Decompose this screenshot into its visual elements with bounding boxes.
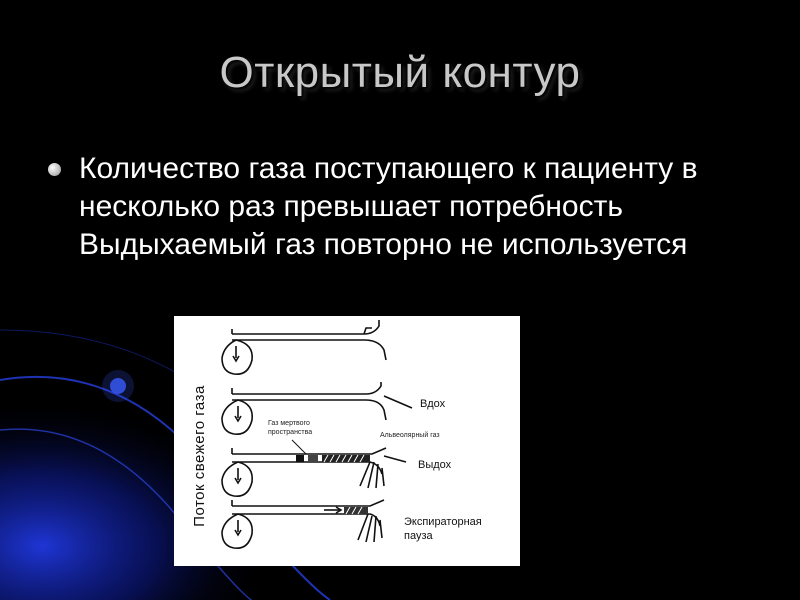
fresh-gas-flow-label: Поток свежего газа	[191, 385, 208, 527]
bullet-list	[48, 150, 748, 264]
bullet-dot-icon	[48, 163, 61, 176]
open-circuit-diagram	[174, 316, 520, 566]
inhale-label: Вдох	[420, 398, 446, 410]
bullet-text: Количество газа поступающего к пациенту в несколько раз превышает потребность Выдыхаемый газ повторно не используется	[79, 152, 698, 261]
dead-space-label-line2: пространства	[268, 429, 313, 436]
exhale-label: Выдох	[418, 459, 452, 471]
pause-label-line2: пауза	[404, 530, 433, 542]
bullet-item	[48, 150, 748, 264]
pause-label-line1: Экспираторная	[404, 516, 482, 528]
slide-title: Открытый контур	[219, 48, 581, 97]
alveolar-gas-label: Альвеолярный газ	[380, 432, 440, 439]
dead-space-label-line1: Газ мертвого	[268, 420, 310, 427]
